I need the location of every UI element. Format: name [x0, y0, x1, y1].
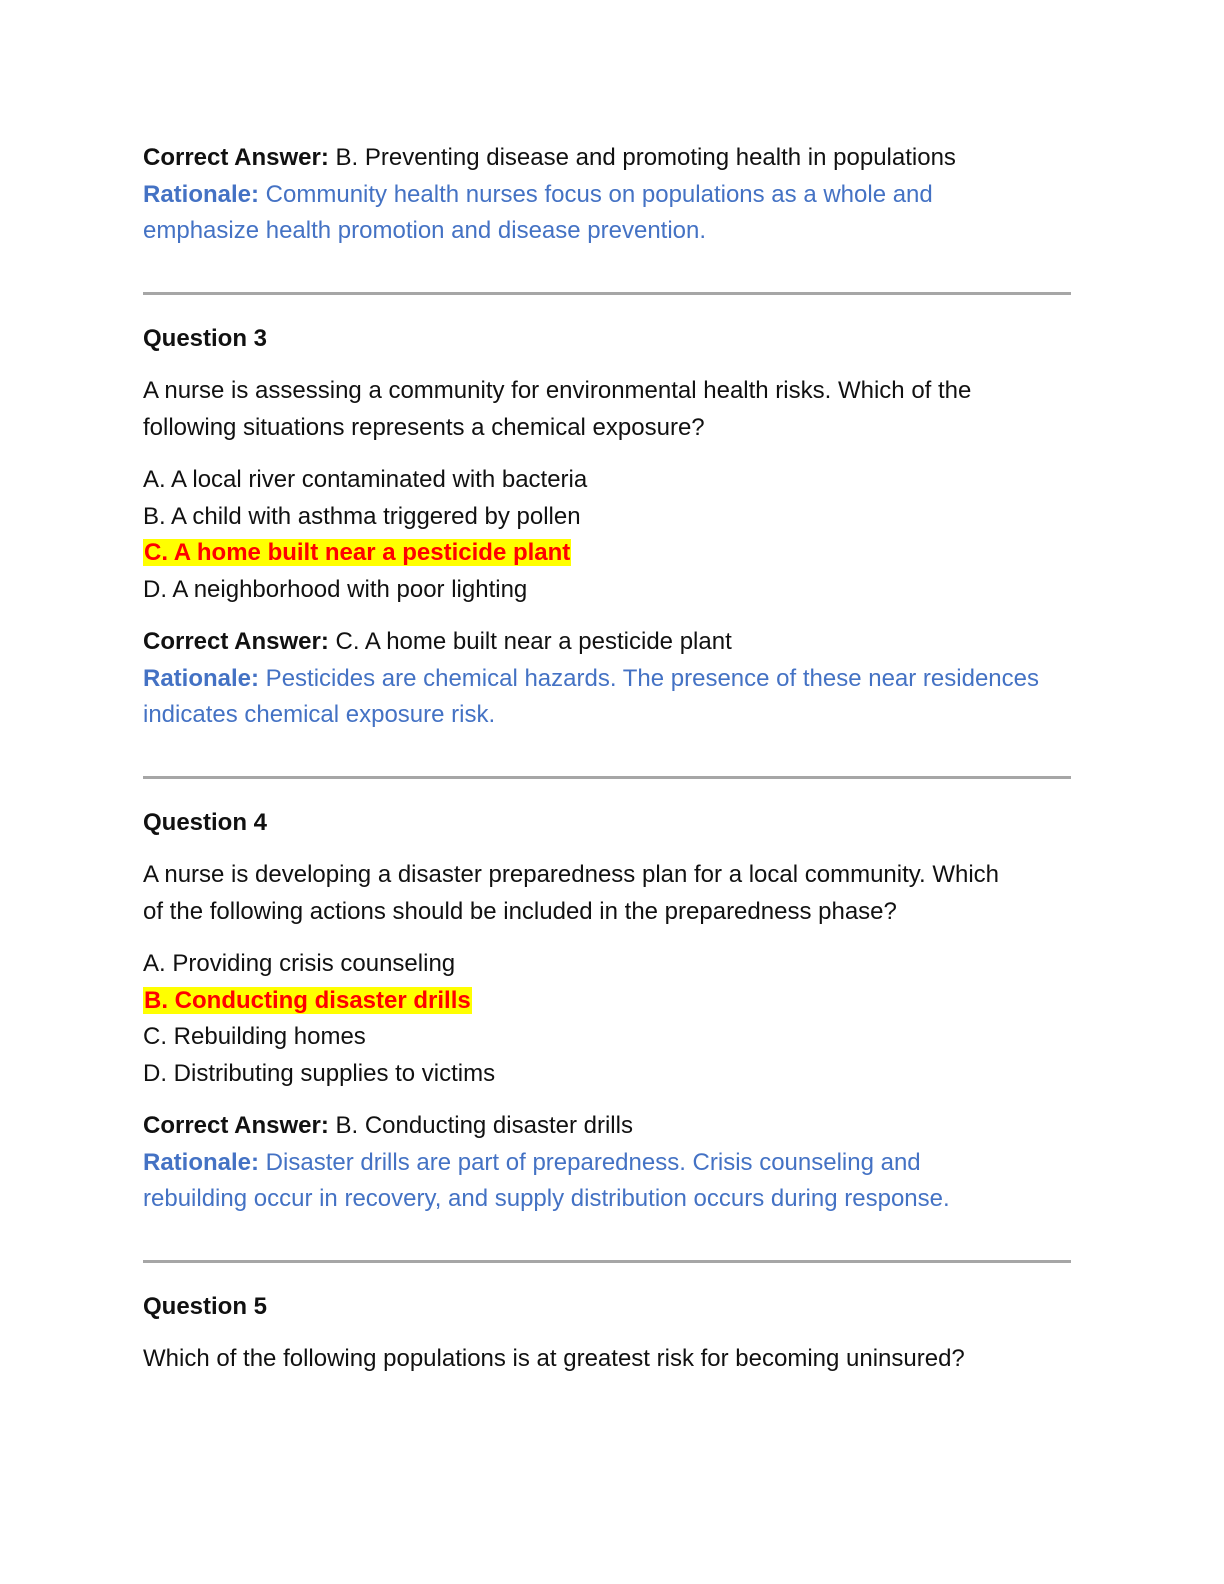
option-c-correct	[143, 535, 1071, 572]
option-d: D. A neighborhood with poor lighting	[143, 575, 528, 603]
option-b-correct	[143, 983, 1071, 1020]
correct-answer-text: C. A home built near a pesticide plant	[328, 628, 732, 655]
option-d: D. Distributing supplies to victims	[143, 1059, 496, 1087]
rationale-line	[143, 177, 1071, 214]
correct-answer-text: B. Preventing disease and promoting health in populations	[328, 144, 956, 171]
rationale-line	[143, 661, 1071, 698]
question-stem: A nurse is developing a disaster preparedness plan for a local community. Which	[143, 861, 999, 888]
rationale-line-continued: emphasize health promotion and disease prevention.	[143, 217, 707, 244]
rationale-line-continued: rebuilding occur in recovery, and supply distribution occurs during response.	[143, 1185, 950, 1212]
rationale-line-continued: indicates chemical exposure risk.	[143, 701, 496, 728]
correct-answer-label: Correct Answer:	[143, 144, 329, 171]
correct-answer-label: Correct Answer:	[143, 1112, 329, 1139]
question-stem-continued: following situations represents a chemical exposure?	[143, 413, 705, 441]
question-4	[143, 805, 1071, 1218]
question-stem-continued: of the following actions should be included in the preparedness phase?	[143, 897, 897, 925]
rationale-text: Disaster drills are part of preparedness. Crisis counseling and	[259, 1148, 921, 1176]
correct-option-highlight: C. A home built near a pesticide plant	[144, 539, 571, 566]
correct-answer-label: Correct Answer:	[143, 628, 329, 655]
option-b: B. A child with asthma triggered by pollen	[143, 502, 581, 530]
correct-answer-line	[143, 624, 1071, 661]
rationale-text: Pesticides are chemical hazards. The presence of these near residences	[259, 664, 1039, 692]
correct-answer-line	[143, 1108, 1071, 1145]
correct-option-highlight: B. Conducting disaster drills	[144, 986, 471, 1014]
option-a: A. A local river contaminated with bacteria	[143, 466, 588, 493]
rationale-label: Rationale:	[143, 1148, 260, 1176]
question-5	[143, 1289, 1071, 1378]
question-title: Question 4	[143, 808, 268, 836]
rationale-label: Rationale:	[143, 664, 260, 692]
correct-answer-text: B. Conducting disaster drills	[328, 1112, 633, 1139]
rationale-text: Community health nurses focus on populations as a whole and	[259, 180, 933, 208]
option-a: A. Providing crisis counseling	[143, 950, 456, 977]
option-c: C. Rebuilding homes	[143, 1023, 366, 1050]
document-page	[143, 140, 1071, 1378]
question-3	[143, 321, 1071, 734]
question-title: Question 3	[143, 324, 268, 352]
question-stem: A nurse is assessing a community for environmental health risks. Which of the	[143, 377, 972, 404]
question-title: Question 5	[143, 1292, 268, 1320]
question-stem: Which of the following populations is at greatest risk for becoming uninsured?	[143, 1345, 965, 1372]
question-2-answer	[143, 140, 1071, 250]
correct-answer-line	[143, 140, 1071, 177]
rationale-line	[143, 1145, 1071, 1182]
rationale-label: Rationale:	[143, 180, 260, 208]
